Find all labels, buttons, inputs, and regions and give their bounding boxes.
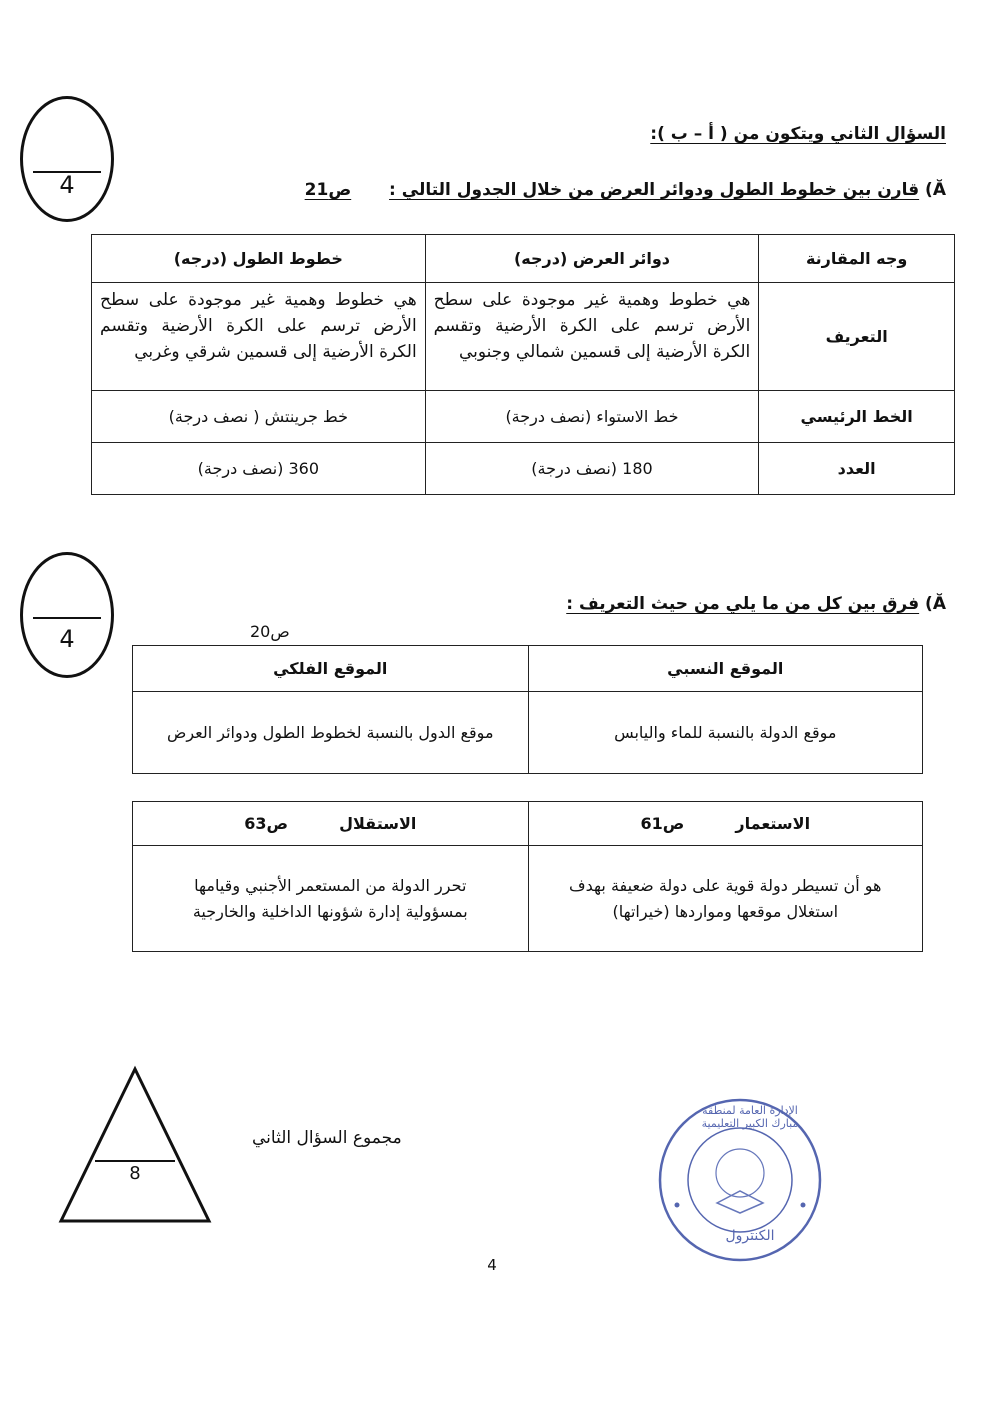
table-row	[92, 443, 955, 495]
header-colonialism	[528, 802, 922, 846]
table-row	[92, 391, 955, 443]
part-b-marker: Ă)	[925, 594, 946, 614]
latitude-main-line: خط الاستواء (نصف درجة)	[425, 391, 759, 443]
longitude-definition: هي خطوط وهمية غير موجودة على سطح الأرض ترسم على الكرة الأرضية وتقسم الكرة الأرضية إلى قسمين شرقي وغربي	[92, 283, 426, 391]
row-label: الخط الرئيسي	[759, 391, 955, 443]
part-a-instruction	[305, 180, 946, 200]
part-b-page-ref: ص20	[250, 622, 290, 641]
total-score-value: 8	[129, 1163, 141, 1184]
header-aspect: وجه المقارنة	[759, 235, 955, 283]
table-row	[133, 846, 923, 952]
independence-page-ref: ص63	[244, 814, 288, 833]
header-astronomical-location: الموقع الفلكي	[133, 646, 529, 692]
score-oval-part-b	[20, 552, 114, 678]
score-value: 4	[59, 171, 75, 199]
total-score-triangle	[55, 1065, 215, 1225]
table-row	[92, 283, 955, 391]
table-header-row	[92, 235, 955, 283]
question-title: السؤال الثاني ويتكون من ( أ – ب ):	[650, 124, 946, 144]
part-b-instruction	[566, 594, 946, 614]
independence-definition: تحرر الدولة من المستعمر الأجنبي وقيامها بمسؤولية إدارة شؤونها الداخلية والخارجية	[133, 846, 529, 952]
relative-location-definition: موقع الدولة بالنسبة للماء واليابس	[528, 692, 923, 774]
stamp-bottom-text: الكنترول	[725, 1228, 775, 1244]
part-b-text: فرق بين كل من ما يلي من حيث التعريف :	[566, 594, 920, 614]
part-a-text: قارن بين خطوط الطول ودوائر العرض من خلال الجدول التالي :	[389, 180, 920, 200]
comparison-table	[91, 234, 955, 495]
total-label: مجموع السؤال الثاني	[252, 1128, 402, 1148]
colonialism-page-ref: ص61	[640, 814, 685, 833]
header-longitude: خطوط الطول (درجه)	[92, 235, 426, 283]
latitude-count: 180 (نصف درجة)	[425, 443, 759, 495]
score-value: 4	[59, 625, 75, 653]
location-table	[132, 645, 923, 774]
table-header-row	[133, 646, 923, 692]
page-number: 4	[487, 1256, 497, 1274]
header-independence	[133, 802, 529, 846]
astronomical-location-definition: موقع الدول بالنسبة لخطوط الطول ودوائر العرض	[133, 692, 529, 774]
score-oval-part-a	[20, 96, 114, 222]
row-label: التعريف	[759, 283, 955, 391]
part-a-marker: Ă)	[925, 180, 946, 200]
latitude-definition: هي خطوط وهمية غير موجودة على سطح الأرض ترسم على الكرة الأرضية وتقسم الكرة الأرضية إلى قسمين شمالي وجنوبي	[425, 283, 759, 391]
table-header-row	[133, 802, 923, 846]
longitude-main-line: خط جرينتش ( نصف درجة)	[92, 391, 426, 443]
independence-label: الاستقلال	[339, 814, 417, 833]
longitude-count: 360 (نصف درجة)	[92, 443, 426, 495]
stamp-text: الإدارة العامة لمنطقة مبارك الكبير التعليمية	[701, 1104, 799, 1130]
colonialism-table	[132, 801, 923, 952]
header-relative-location: الموقع النسبي	[528, 646, 923, 692]
colonialism-label: الاستعمار	[735, 814, 811, 833]
part-a-page-ref: ص21	[304, 180, 352, 200]
table-row	[133, 692, 923, 774]
row-label: العدد	[759, 443, 955, 495]
colonialism-definition: هو أن تسيطر دولة قوية على دولة ضعيفة بهدف استغلال موقعها ومواردها (خيراتها)	[528, 846, 922, 952]
header-latitude: دوائر العرض (درجه)	[425, 235, 759, 283]
